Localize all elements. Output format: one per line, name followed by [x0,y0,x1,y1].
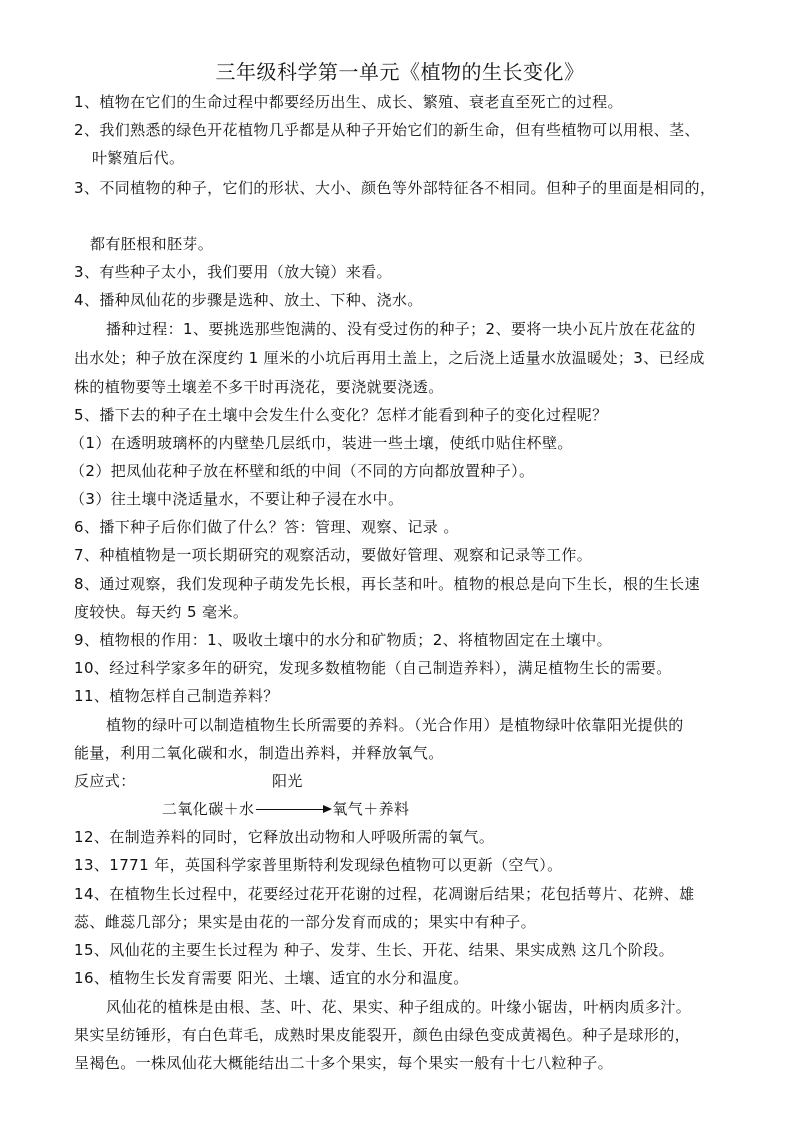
item-2-line-2: 叶繁殖后代。 [92,149,185,167]
step-2: （2）把凤仙花种子放在杯壁和纸的中间（不同的方向都放置种子）。 [70,462,535,480]
plant-para-line-1: 风仙花的植株是由根、茎、叶、花、果实、种子组成的。叶缘小锯齿，叶柄肉质多汁。 [106,998,692,1016]
plant-para-line-2: 果实呈纺锤形，有白色茸毛，成熟时果皮能裂开，颜色由绿色变成黄褐色。种子是球形的， [74,1026,691,1044]
reaction-label: 反应式： [74,772,136,790]
sowing-para-line-1: 播种过程：1、要挑选那些饱满的、没有受过伤的种子；2、要将一块小瓦片放在花盆的 [106,320,696,338]
step-1: （1）在透明玻璃杯的内壁垫几层纸巾，装进一些土壤，使纸巾贴住杯壁。 [70,434,573,452]
reaction-reactants: 二氧化碳＋水 [162,800,255,818]
item-8-line-1: 8、通过观察，我们发现种子萌发先长根，再长茎和叶。植物的根总是向下生长，根的生长速 [74,575,700,593]
item-12: 12、在制造养料的同时，它释放出动物和人呼吸所需的氧气。 [74,828,495,846]
reaction-products: 氧气＋养料 [332,800,410,818]
step-3: （3）往土壤中浇适量水，不要让种子浸在水中。 [70,490,404,508]
item-15: 15、风仙花的主要生长过程为 种子、发芽、生长、开花、结果、果实成熟 这几个阶段。 [74,941,675,959]
item-3-line-2: 都有胚根和胚芽。 [90,235,214,253]
item-14-line-2: 蕊、雌蕊几部分；果实是由花的一部分发育而成的；果实中有种子。 [74,913,537,931]
item-3b: 3、有些种子太小，我们要用（放大镜）来看。 [74,263,392,281]
item-16: 16、植物生长发育需要 阳光、土壤、适宜的水分和温度。 [74,969,469,987]
plant-para-line-3: 呈褐色。一株凤仙花大概能结出二十多个果实，每个果实一般有十七八粒种子。 [74,1054,614,1072]
sowing-para-line-3: 株的植物要等土壤差不多干时再浇花，要浇就要浇透。 [74,378,444,396]
item-9: 9、植物根的作用：1、吸收土壤中的水分和矿物质；2、将植物固定在土壤中。 [74,631,613,649]
photosynthesis-para-line-2: 能量，利用二氧化碳和水，制造出养料，并释放氧气。 [74,744,444,762]
item-14-line-1: 14、在植物生长过程中，花要经过花开花谢的过程，花凋谢后结果；花包括萼片、花辨、雄 [74,885,695,903]
page-title: 三年级科学第一单元《植物的生长变化》 [215,60,585,84]
reaction-condition: 阳光 [272,772,303,790]
item-7: 7、种植植物是一项长期研究的观察活动，要做好管理、观察和记录等工作。 [74,546,593,564]
item-13: 13、1771 年，英国科学家普里斯特利发现绿色植物可以更新（空气）。 [74,856,563,874]
item-4: 4、播种凤仙花的步骤是选种、放土、下种、浇水。 [74,291,423,309]
sowing-para-line-2: 出水处；种子放在深度约 1 厘米的小坑后再用土盖上，之后浇上适量水放温暖处；3、已经成 [74,349,705,367]
item-3-line-1: 3、不同植物的种子，它们的形状、大小、颜色等外部特征各不相同。但种子的里面是相同的， [74,179,716,197]
item-1: 1、植物在它们的生命过程中都要经历出生、成长、繁殖、衰老直至死亡的过程。 [74,93,623,111]
item-10: 10、经过科学家多年的研究，发现多数植物能（自己制造养料），满足植物生长的需要。 [74,659,672,677]
item-2-line-1: 2、我们熟悉的绿色开花植物几乎都是从种子开始它们的新生命，但有些植物可以用根、茎、 [74,121,700,139]
reaction-equation [162,799,409,819]
item-5: 5、播下去的种子在土壤中会发生什么变化？怎样才能看到种子的变化过程呢？ [74,406,608,424]
item-6: 6、播下种子后你们做了什么？答：管理、观察、记录 。 [74,518,459,536]
reaction-arrow-icon [254,799,332,819]
item-11: 11、植物怎样自己制造养料？ [74,687,279,705]
photosynthesis-para-line-1: 植物的绿叶可以制造植物生长所需要的养料。（光合作用）是植物绿叶依靠阳光提供的 [106,716,684,734]
item-8-line-2: 度较快。每天约 5 毫米。 [74,603,249,621]
